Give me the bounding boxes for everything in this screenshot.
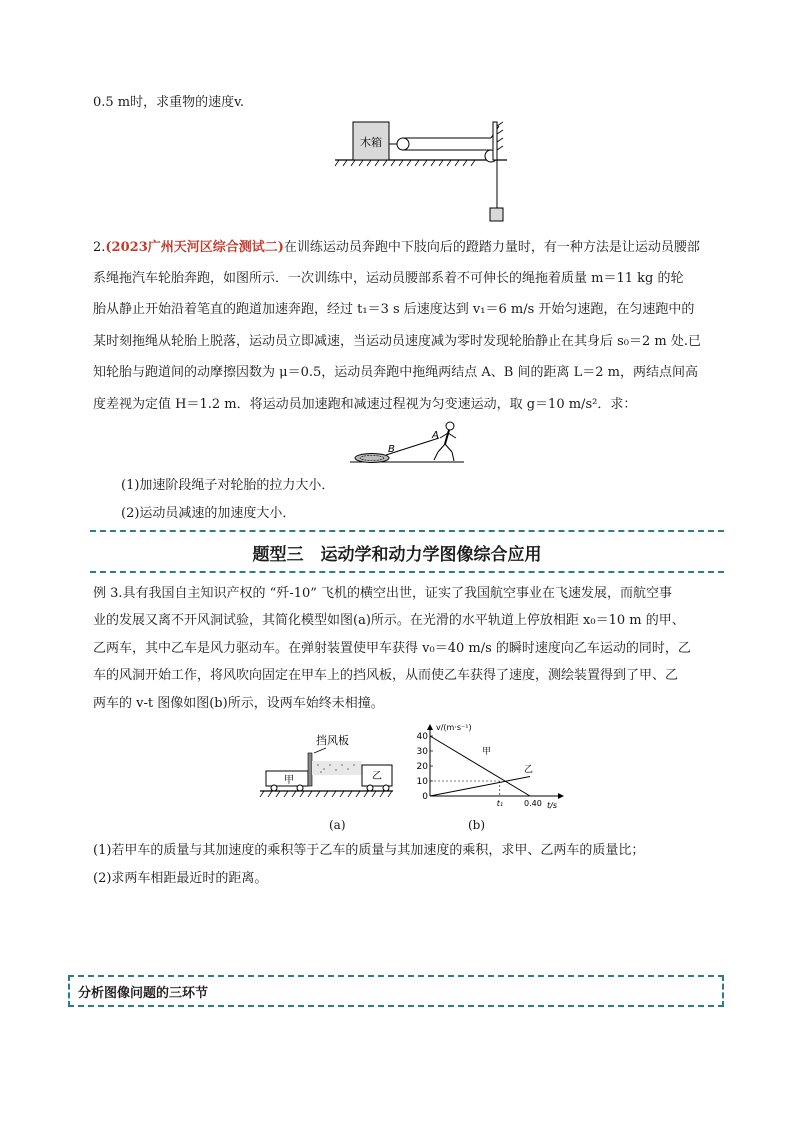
y-tick-label: 20 [416,762,428,772]
y-tick-label: 0 [422,792,428,802]
car-yi-label: 乙 [372,771,382,782]
y-tick-label: 30 [416,747,428,757]
analysis-box-title: 分析图像问题的三环节 [78,986,209,1001]
y-axis-arrow [427,724,433,730]
x-axis-label: t/s [547,801,557,810]
series-label-jia: 甲 [482,747,492,757]
box-label: 木箱 [360,136,382,149]
car-jia-label: 甲 [284,775,294,786]
label-a: A [432,430,439,441]
ex3-line1: 例 3.具有我国自主知识产权的 “歼-10” 飞机的横空出世，证实了我国航空事业在飞速发展，而航空事 [93,586,673,601]
y-tick-label: 10 [416,777,428,787]
baffle-label: 挡风板 [316,734,349,747]
tire-figure [348,418,468,468]
divider-top [90,530,724,532]
label-b: B [388,444,395,455]
q2-sub2: (2)运动员减速的加速度大小． [121,506,296,521]
x-axis-arrow [558,793,564,799]
q2-line2: 系绳拖汽车轮胎奔跑，如图所示．一次训练中，运动员腰部系着不可伸长的绳拖着质量 m＝11 kg 的轮 [93,271,684,286]
caption-b: (b) [468,818,486,832]
q2-line1: 在训练运动员奔跑中下肢向后的蹬踏力量时，有一种方法是让运动员腰部 [283,240,700,255]
question-number: 2. [93,240,106,255]
series-line-yi [430,777,530,797]
top-line: 0.5 m时，求重物的速度v. [93,95,245,110]
analysis-box [68,975,724,1007]
q2-line5: 知轮胎与跑道间的动摩擦因数为 μ＝0.5，运动员奔跑中拖绳两结点 A、B 间的距离 L＝2 m，两结点间高 [93,365,698,380]
q2-line6: 度差视为定值 H＝1.2 m．将运动员加速跑和减速过程视为匀变速运动，取 g＝10 m/s²．求： [93,397,637,412]
ex3-sub1: (1)若甲车的质量与其加速度的乘积等于乙车的质量与其加速度的乘积，求甲、乙两车的质量比； [93,843,645,858]
question-source: (2023广州天河区综合测试二) [105,240,284,255]
ex3-sub2: (2)求两车相距最近时的距离。 [93,871,268,886]
ex3-line5: 两车的 v-t 图像如图(b)所示，设两车始终未相撞。 [93,696,384,711]
y-axis-label: v/(m·s⁻¹) [436,723,472,732]
series-line-jia [430,736,530,796]
divider-bottom [90,571,724,573]
pulley-figure [335,118,510,228]
q2-sub1: (1)加速阶段绳子对轮胎的拉力大小． [121,478,335,493]
figure-a [258,727,403,802]
caption-a: (a) [329,818,346,832]
q2-line4: 某时刻拖绳从轮胎上脱落，运动员立即减速，当运动员速度减为零时发现轮胎静止在其身后 s₀＝2 m 处.已 [93,334,702,349]
series-label-yi: 乙 [524,765,534,775]
ex3-line2: 业的发展又离不开风洞试验，其简化模型如图(a)所示。在光滑的水平轨道上停放相距 x₀＝10 m 的甲、 [93,613,685,628]
vt-chart [418,722,568,812]
t1-label: t₁ [496,799,504,808]
y-tick-label: 40 [416,732,428,742]
t-end-label: 0.40 [524,799,542,808]
q2-line3: 胎从静止开始沿着笔直的跑道加速奔跑，经过 t₁＝3 s 后速度达到 v₁＝6 m/s 开始匀速跑，在匀速跑中的 [93,302,695,317]
ex3-line4: 车的风洞开始工作，将风吹向固定在甲车上的挡风板，从而使乙车获得了速度，测绘装置得到了甲、乙 [93,668,679,683]
ex3-line3: 乙两车，其中乙车是风力驱动车。在弹射装置使甲车获得 v₀＝40 m/s 的瞬时速度向乙车运动的同时，乙 [93,641,691,656]
section-title: 题型三 运动学和动力学图像综合应用 [252,545,542,565]
